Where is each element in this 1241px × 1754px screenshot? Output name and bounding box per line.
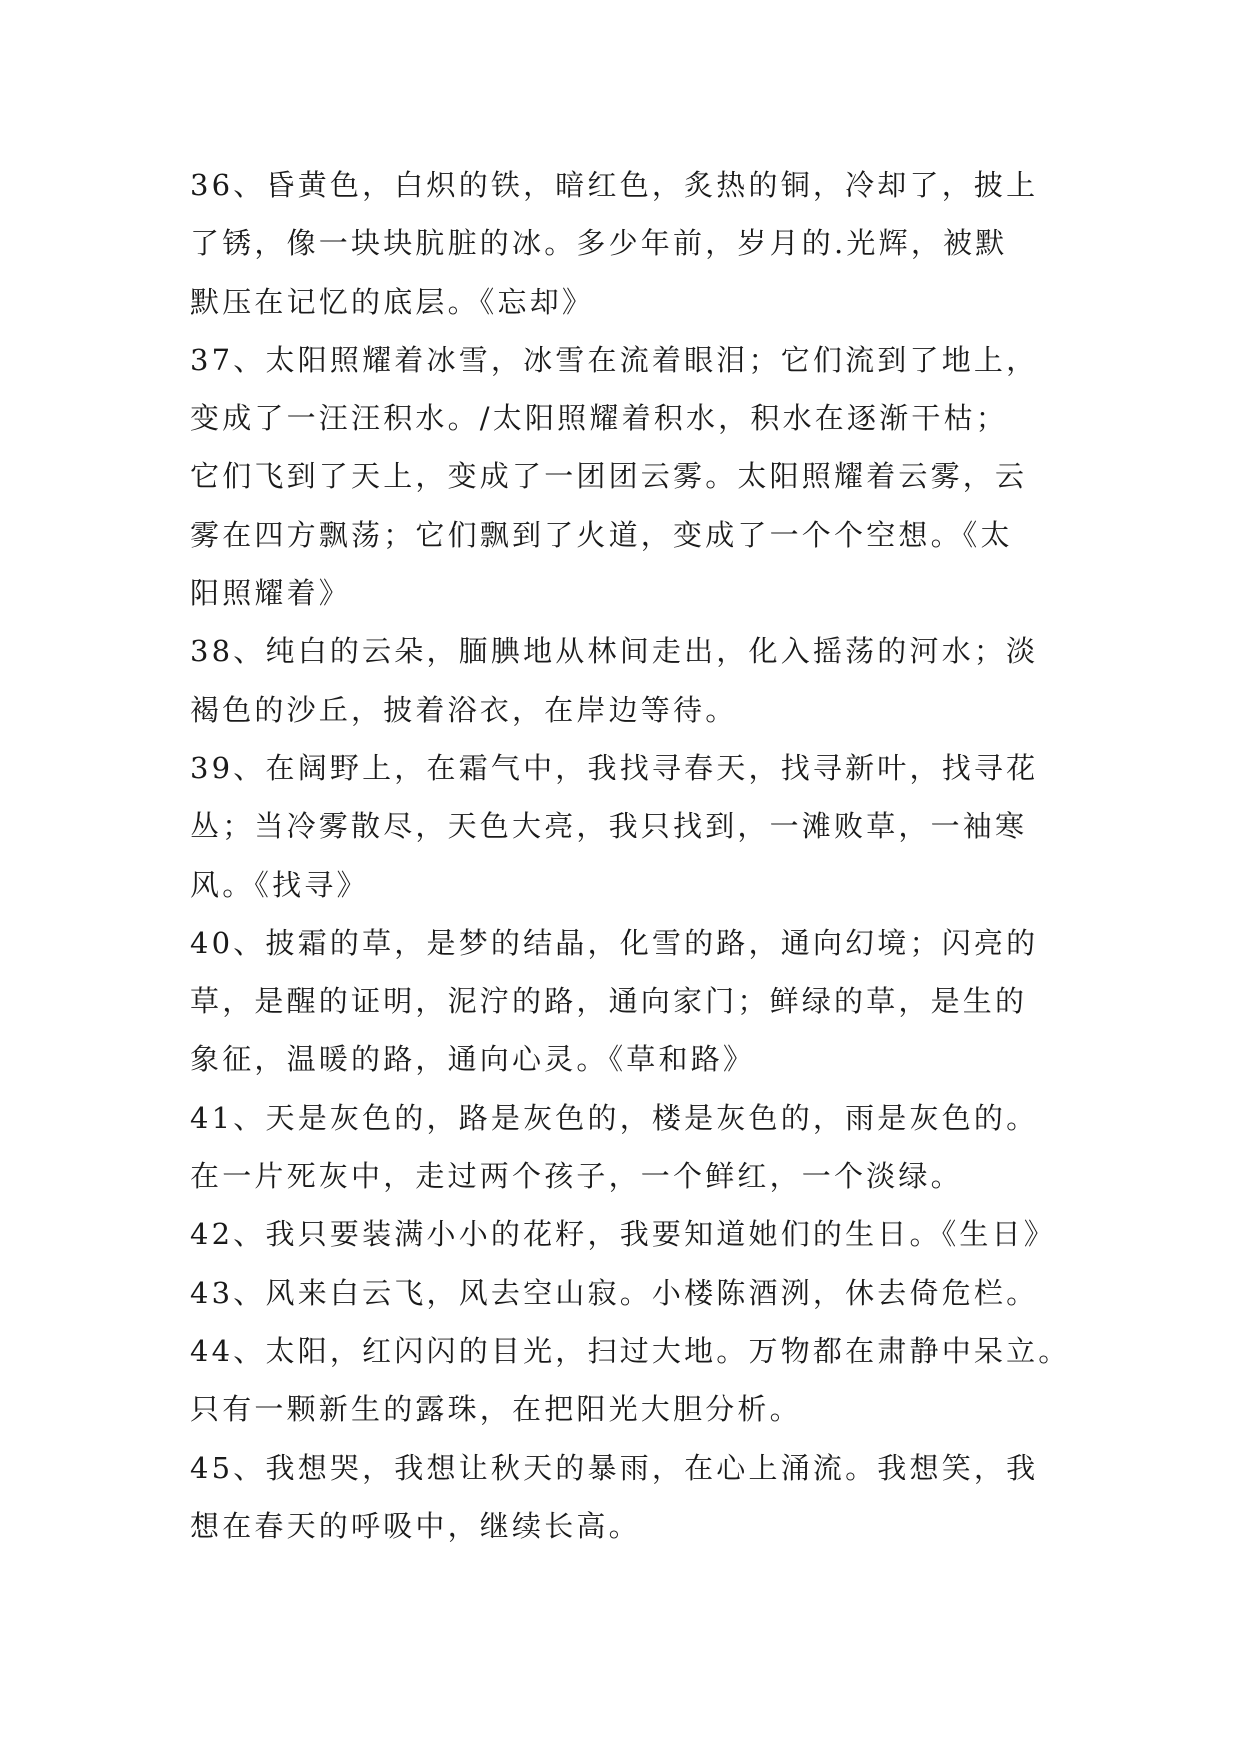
text-line-21: 44、太阳，红闪闪的目光，扫过大地。万物都在肃静中呆立。: [190, 1333, 1071, 1368]
text-line-15: 草，是醒的证明，泥泞的路，通向家门；鲜绿的草，是生的: [190, 984, 1028, 1019]
text-line-18: 在一片死灰中，走过两个孩子，一个鲜红，一个淡绿。: [190, 1159, 963, 1194]
text-line-13: 风。《找寻》: [190, 867, 369, 902]
text-line-10: 褐色的沙丘，披着浴衣，在岸边等待。: [190, 692, 738, 727]
text-line-9: 38、纯白的云朵，腼腆地从林间走出，化入摇荡的河水；淡: [190, 634, 1039, 669]
text-line-23: 45、我想哭，我想让秋天的暴雨，在心上涌流。我想笑，我: [190, 1450, 1039, 1485]
text-line-4: 37、太阳照耀着冰雪，冰雪在流着眼泪；它们流到了地上，: [190, 342, 1039, 377]
text-line-19: 42、我只要装满小小的花籽，我要知道她们的生日。《生日》: [190, 1217, 1057, 1252]
text-line-6: 它们飞到了天上，变成了一团团云雾。太阳照耀着云雾，云: [190, 459, 1028, 494]
text-line-8: 阳照耀着》: [190, 576, 352, 611]
poem-text-block: [190, 156, 1080, 1555]
text-line-20: 43、风来白云飞，风去空山寂。小楼陈酒洌，休去倚危栏。: [190, 1275, 1039, 1310]
text-line-3: 默压在记忆的底层。《忘却》: [190, 284, 595, 319]
text-line-7: 雾在四方飘荡；它们飘到了火道，变成了一个个空想。《太: [190, 517, 1013, 552]
text-line-5: 变成了一汪汪积水。/太阳照耀着积水，积水在逐渐干枯；: [190, 401, 1008, 436]
text-line-12: 丛；当冷雾散尽，天色大亮，我只找到，一滩败草，一袖寒: [190, 809, 1028, 844]
text-line-24: 想在春天的呼吸中，继续长高。: [190, 1508, 641, 1543]
text-line-11: 39、在阔野上，在霜气中，我找寻春天，找寻新叶，找寻花: [190, 750, 1039, 785]
text-line-2: 了锈，像一块块肮脏的冰。多少年前，岁月的.光辉，被默: [190, 226, 1008, 261]
text-line-14: 40、披霜的草，是梦的结晶，化雪的路，通向幻境；闪亮的: [190, 925, 1039, 960]
text-line-17: 41、天是灰色的，路是灰色的，楼是灰色的，雨是灰色的。: [190, 1100, 1039, 1135]
text-line-1: 36、昏黄色，白炽的铁，暗红色，炙热的铜，冷却了，披上: [190, 168, 1039, 202]
text-line-16: 象征，温暖的路，通向心灵。《草和路》: [190, 1042, 756, 1077]
text-line-22: 只有一颗新生的露珠，在把阳光大胆分析。: [190, 1392, 802, 1427]
